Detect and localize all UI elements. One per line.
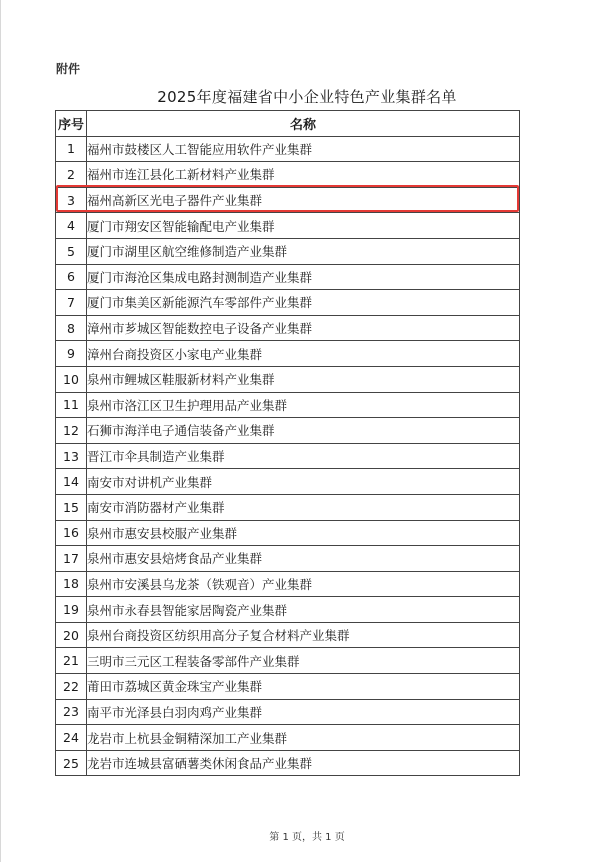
table-row bbox=[56, 238, 520, 264]
row-name: 厦门市集美区新能源汽车零部件产业集群 bbox=[87, 290, 520, 316]
row-name: 泉州市惠安县校服产业集群 bbox=[87, 520, 520, 546]
table-row bbox=[56, 546, 520, 572]
table-row bbox=[56, 315, 520, 341]
row-number: 9 bbox=[56, 341, 87, 367]
table-row bbox=[56, 136, 520, 162]
row-number: 18 bbox=[56, 571, 87, 597]
table-row bbox=[56, 392, 520, 418]
row-name: 泉州市鲤城区鞋服新材料产业集群 bbox=[87, 366, 520, 392]
row-number: 20 bbox=[56, 622, 87, 648]
row-name: 三明市三元区工程装备零部件产业集群 bbox=[87, 648, 520, 674]
row-name: 南平市光泽县白羽肉鸡产业集群 bbox=[87, 699, 520, 725]
table-row bbox=[56, 571, 520, 597]
row-number: 24 bbox=[56, 725, 87, 751]
table-row bbox=[56, 418, 520, 444]
row-name: 福州市鼓楼区人工智能应用软件产业集群 bbox=[87, 136, 520, 162]
table-header-row bbox=[56, 111, 520, 137]
row-number: 11 bbox=[56, 392, 87, 418]
row-name: 龙岩市上杭县金铜精深加工产业集群 bbox=[87, 725, 520, 751]
table-row bbox=[56, 187, 520, 213]
cluster-list-table bbox=[55, 110, 520, 776]
row-number: 6 bbox=[56, 264, 87, 290]
row-number: 17 bbox=[56, 546, 87, 572]
row-name: 福州高新区光电子器件产业集群 bbox=[87, 187, 520, 213]
row-name: 漳州台商投资区小家电产业集群 bbox=[87, 341, 520, 367]
row-number: 16 bbox=[56, 520, 87, 546]
table-row bbox=[56, 290, 520, 316]
table-row bbox=[56, 597, 520, 623]
row-name: 莆田市荔城区黄金珠宝产业集群 bbox=[87, 674, 520, 700]
row-name: 福州市连江县化工新材料产业集群 bbox=[87, 162, 520, 188]
row-number: 12 bbox=[56, 418, 87, 444]
table-row bbox=[56, 162, 520, 188]
document-title: 2025年度福建省中小企业特色产业集群名单 bbox=[157, 88, 457, 106]
row-name: 南安市对讲机产业集群 bbox=[87, 469, 520, 495]
table-row bbox=[56, 213, 520, 239]
header-name: 名称 bbox=[87, 111, 520, 137]
row-number: 5 bbox=[56, 238, 87, 264]
row-number: 10 bbox=[56, 366, 87, 392]
page-footer: 第 1 页，共 1 页 bbox=[269, 832, 345, 843]
row-number: 19 bbox=[56, 597, 87, 623]
row-number: 23 bbox=[56, 699, 87, 725]
table-row bbox=[56, 494, 520, 520]
row-name: 晋江市伞具制造产业集群 bbox=[87, 443, 520, 469]
row-number: 4 bbox=[56, 213, 87, 239]
row-name: 厦门市海沧区集成电路封测制造产业集群 bbox=[87, 264, 520, 290]
row-name: 泉州市安溪县乌龙茶（铁观音）产业集群 bbox=[87, 571, 520, 597]
row-name: 泉州台商投资区纺织用高分子复合材料产业集群 bbox=[87, 622, 520, 648]
row-name: 泉州市洛江区卫生护理用品产业集群 bbox=[87, 392, 520, 418]
header-number: 序号 bbox=[56, 111, 87, 137]
table-row bbox=[56, 341, 520, 367]
table-row bbox=[56, 674, 520, 700]
row-number: 15 bbox=[56, 494, 87, 520]
row-name: 漳州市芗城区智能数控电子设备产业集群 bbox=[87, 315, 520, 341]
table-row bbox=[56, 520, 520, 546]
table-row bbox=[56, 699, 520, 725]
table-row bbox=[56, 725, 520, 751]
table-row bbox=[56, 750, 520, 776]
row-number: 8 bbox=[56, 315, 87, 341]
row-name: 石狮市海洋电子通信装备产业集群 bbox=[87, 418, 520, 444]
table-row bbox=[56, 469, 520, 495]
row-name: 龙岩市连城县富硒薯类休闲食品产业集群 bbox=[87, 750, 520, 776]
table-row bbox=[56, 443, 520, 469]
row-number: 25 bbox=[56, 750, 87, 776]
row-number: 13 bbox=[56, 443, 87, 469]
row-number: 21 bbox=[56, 648, 87, 674]
row-number: 14 bbox=[56, 469, 87, 495]
row-name: 泉州市永春县智能家居陶瓷产业集群 bbox=[87, 597, 520, 623]
row-name: 厦门市翔安区智能输配电产业集群 bbox=[87, 213, 520, 239]
page-edge bbox=[0, 0, 1, 862]
row-number: 3 bbox=[56, 187, 87, 213]
row-number: 7 bbox=[56, 290, 87, 316]
row-name: 南安市消防器材产业集群 bbox=[87, 494, 520, 520]
row-name: 厦门市湖里区航空维修制造产业集群 bbox=[87, 238, 520, 264]
table-row bbox=[56, 264, 520, 290]
row-number: 1 bbox=[56, 136, 87, 162]
table-row bbox=[56, 648, 520, 674]
attachment-label: 附件 bbox=[56, 62, 81, 76]
table-body bbox=[56, 136, 520, 776]
table-row bbox=[56, 366, 520, 392]
row-name: 泉州市惠安县焙烤食品产业集群 bbox=[87, 546, 520, 572]
row-number: 2 bbox=[56, 162, 87, 188]
row-number: 22 bbox=[56, 674, 87, 700]
table-row bbox=[56, 622, 520, 648]
